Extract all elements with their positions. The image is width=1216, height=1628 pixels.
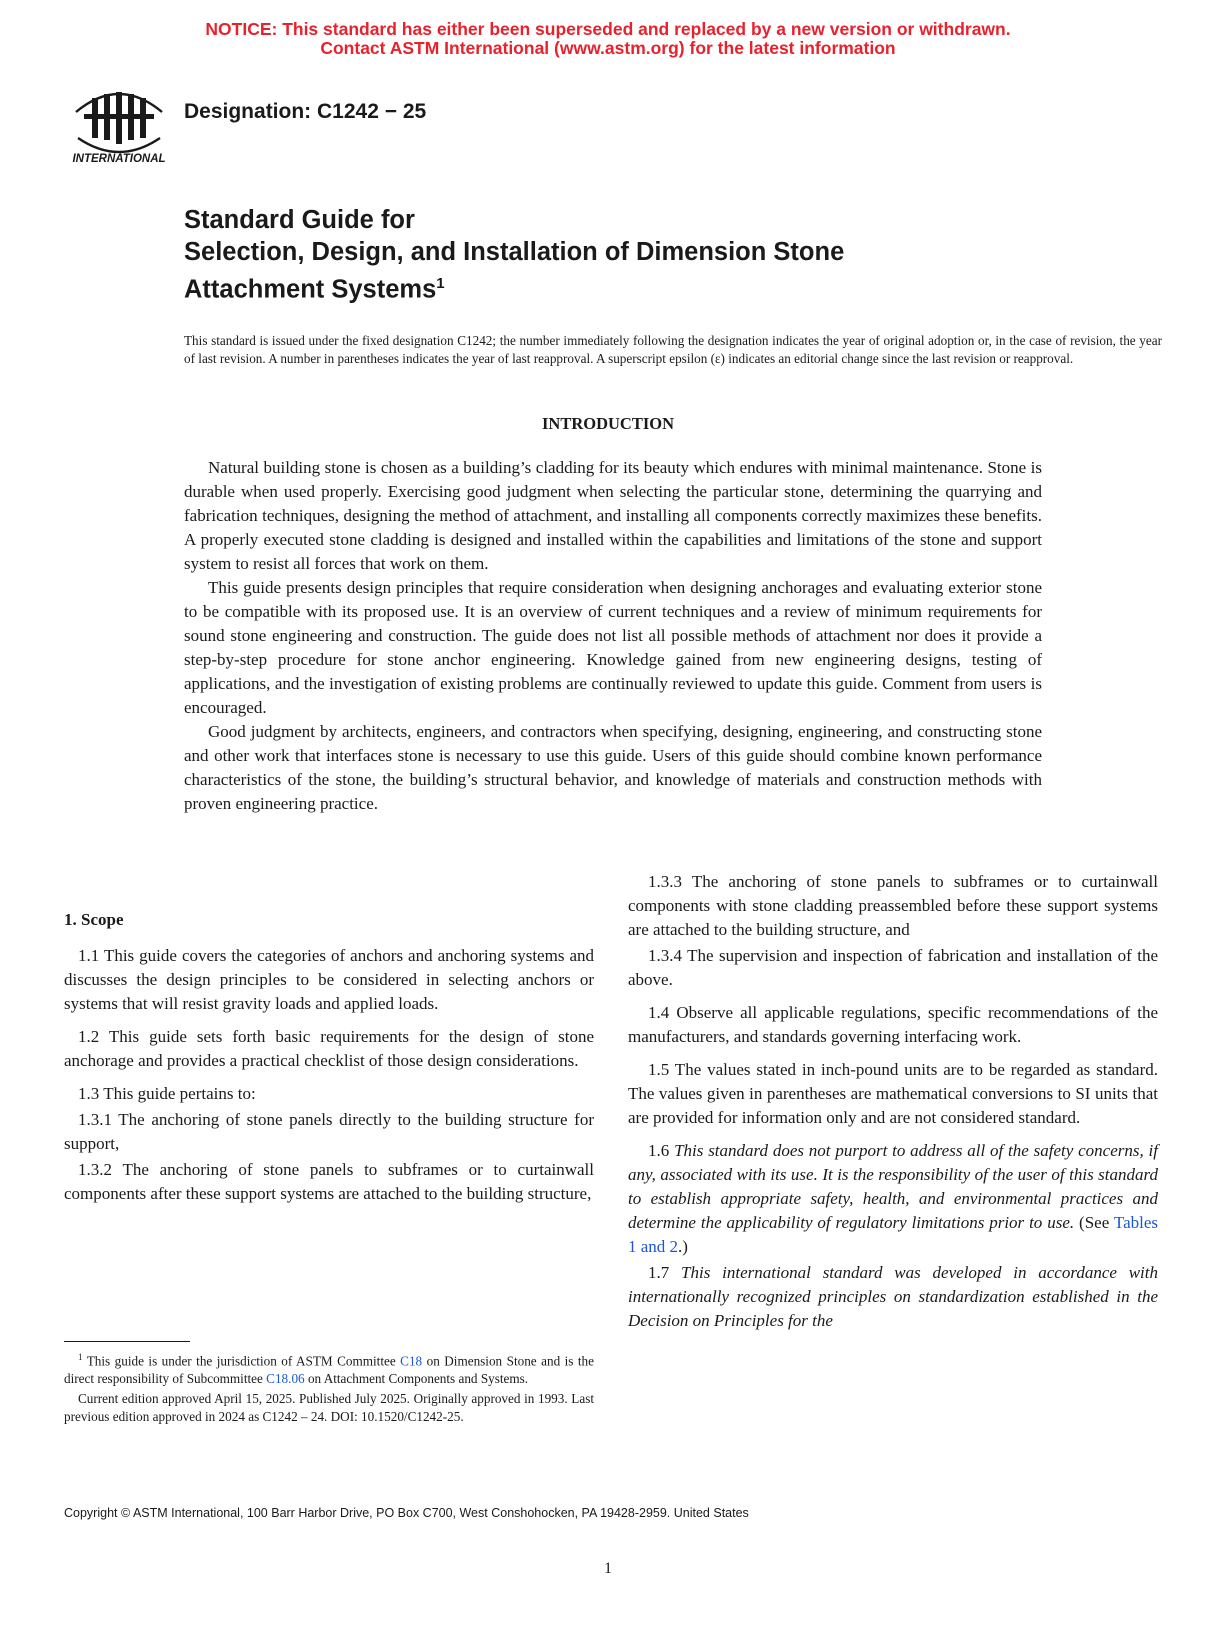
committee-c18-link[interactable]: C18	[400, 1353, 423, 1369]
introduction-heading: INTRODUCTION	[541, 414, 675, 433]
section-1-6-see-open: (See	[1079, 1213, 1110, 1232]
footnote-1-text-a: This guide is under the jurisdiction of ASTM Committee	[86, 1353, 396, 1369]
section-1-3-3: 1.3.3 The anchoring of stone panels to subframes or to curtainwall components with stone cladding preassembled before these support systems are attached to the building structure, and	[628, 872, 1158, 939]
section-1-6	[628, 1139, 1158, 1259]
section-1-1: 1.1 This guide covers the categories of anchors and anchoring systems and discusses the design principles to be considered in selecting anchors or systems that will resist gravity loads and applied loads.	[64, 946, 594, 1013]
section-1-3: 1.3 This guide pertains to:	[78, 1084, 256, 1103]
section-1-6-see-close: .)	[678, 1237, 688, 1256]
footnote-1-text-b: on Dimension Stone and is the direct responsibility of Subcommittee	[64, 1353, 594, 1387]
notice-line-1: NOTICE: This standard has either been superseded and replaced by a new version or withdrawn.	[205, 19, 1011, 39]
astm-logo-icon	[64, 80, 174, 170]
footnote-2: Current edition approved April 15, 2025. Published July 2025. Originally approved in 1993. Last previous edition approved in 2024 as C1242 – 24. DOI: 10.1520/C1242-25.	[64, 1391, 594, 1425]
document-title	[184, 204, 1084, 306]
section-1-6-safety-text: This standard does not purport to address all of the safety concerns, if any, associated with its use. It is the responsibility of the user of this standard to establish appropriate safety, health, and environmental practices and determine the applicability of regulatory limitations prior to use.	[628, 1141, 1158, 1232]
title-line-2: Selection, Design, and Installation of Dimension Stone	[184, 238, 845, 266]
title-footnote-mark: 1	[436, 275, 445, 292]
intro-paragraph: Natural building stone is chosen as a building’s cladding for its beauty which endures with minimal maintenance. Stone is durable when used properly. Exercising good judgment when selecting the particular stone, determining the quarrying and fabrication techniques, designing the method of attachment, and installing all components correctly maximizes these benefits. A properly executed stone cladding is designed and installed within the capabilities and limitations of the stone and support system to resist all forces that work on them.	[184, 458, 1042, 573]
section-1-4: 1.4 Observe all applicable regulations, specific recommendations of the manufacturers, and standards governing interfacing work.	[628, 1003, 1158, 1046]
footnotes	[64, 1348, 594, 1428]
right-column	[628, 870, 1158, 1342]
introduction-body	[184, 456, 1042, 816]
title-line-1: Standard Guide for	[184, 206, 415, 234]
footnote-1-text-c: on Attachment Components and Systems.	[307, 1371, 529, 1387]
title-line-3	[184, 268, 1084, 306]
section-1-7	[628, 1261, 1158, 1333]
intro-paragraph: This guide presents design principles that require consideration when designing anchorages and evaluating exterior stone to be compatible with its proposed use. It is an overview of current techniques and a review of minimum requirements for sound stone engineering and construction. The guide does not list all possible methods of attachment nor does it provide a step-by-step procedure for stone anchor engineering. Knowledge gained from new engineering designs, testing of applications, and the investigation of existing problems are continually reviewed to update this guide. Comment from users is encouraged.	[184, 578, 1042, 717]
tables-link[interactable]: Tables 1 and 2	[628, 1213, 1159, 1256]
section-1-6-number: 1.6	[648, 1141, 670, 1160]
section-1-7-number: 1.7	[648, 1263, 670, 1282]
issued-statement: This standard is issued under the fixed designation C1242; the number immediately following the designation indicates the year of original adoption or, in the case of revision, the year of last revision. A number in parentheses indicates the year of last reapproval. A superscript epsilon (ε) indicates an editorial change since the last revision or reapproval.	[184, 333, 1162, 366]
withdrawn-notice	[0, 20, 1216, 58]
subcommittee-c18-06-link[interactable]: C18.06	[266, 1371, 305, 1387]
footnote-divider	[64, 1341, 190, 1342]
logo-text: INTERNATIONAL	[72, 153, 166, 165]
scope-heading: 1. Scope	[64, 910, 124, 929]
section-1-5: 1.5 The values stated in inch-pound units are to be regarded as standard. The values given in parentheses are mathematical conversions to SI units that are provided for information only and are not considered standard.	[628, 1060, 1158, 1127]
section-1-3-4: 1.3.4 The supervision and inspection of fabrication and installation of the above.	[628, 946, 1158, 989]
page-number: 1	[604, 1560, 612, 1577]
footnote-1-mark: 1	[78, 1352, 83, 1362]
designation: Designation: C1242 − 25	[184, 100, 427, 123]
section-1-2: 1.2 This guide sets forth basic requirements for the design of stone anchorage and provides a practical checklist of those design considerations.	[64, 1027, 594, 1070]
section-1-3-1: 1.3.1 The anchoring of stone panels directly to the building structure for support,	[64, 1110, 594, 1153]
copyright: Copyright © ASTM International, 100 Barr Harbor Drive, PO Box C700, West Conshohocken, PA 19428-2959. United States	[64, 1506, 749, 1520]
notice-line-2: Contact ASTM International (www.astm.org) for the latest information	[320, 38, 896, 58]
left-column	[64, 908, 594, 1215]
section-1-7-text: This international standard was developed in accordance with internationally recognized principles on standardization established in the Decision on Principles for the	[628, 1263, 1158, 1330]
footnote-1	[64, 1348, 594, 1388]
title-line-3-text: Attachment Systems	[184, 275, 437, 304]
intro-paragraph: Good judgment by architects, engineers, and contractors when specifying, designing, engineering, and constructing stone and other work that interfaces stone is necessary to use this guide. Users of this guide should combine known performance characteristics of the stone, the building’s structural behavior, and knowledge of materials and construction methods with proven engineering practice.	[184, 722, 1042, 813]
section-1-3-2: 1.3.2 The anchoring of stone panels to subframes or to curtainwall components after these support systems are attached to the building structure,	[64, 1160, 594, 1203]
